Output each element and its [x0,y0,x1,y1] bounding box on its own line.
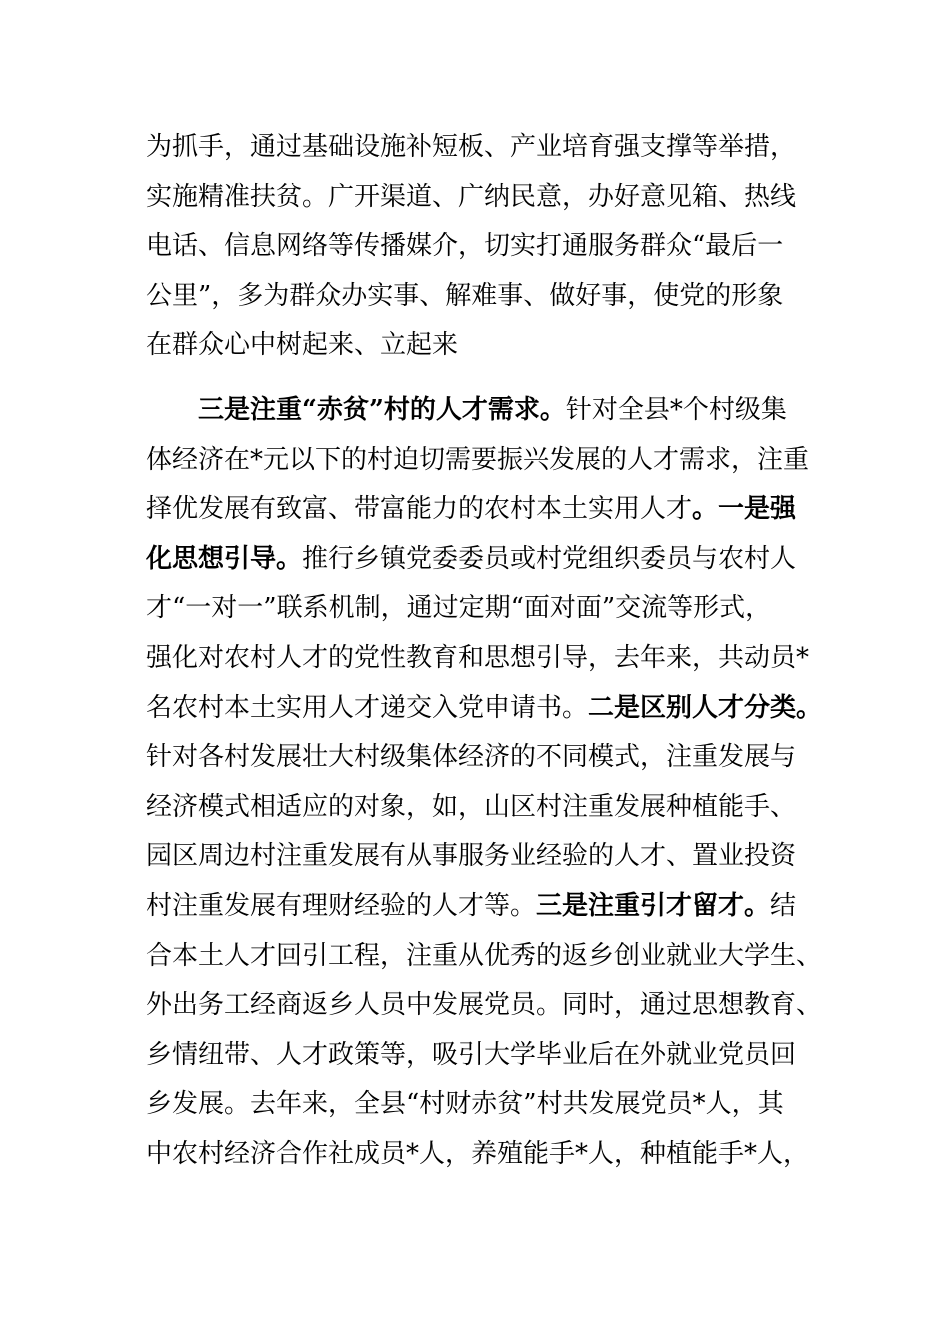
text-run: 推行乡镇党委委员或村党组织委员与农村人 [302,543,797,574]
text-line: 体经济在*元以下的村迫切需要振兴发展的人才需求，注重 [146,444,810,475]
text-line: 经济模式相适应的对象，如，山区村注重发展种植能手、 [146,791,797,822]
subheading-1-cont: 化思想引导。 [146,543,303,574]
text-line: 针对各村发展壮大村级集体经济的不同模式，注重发展与 [146,742,797,773]
text-line: 在群众心中树起来、立起来 [146,330,459,361]
text-line: 乡发展。去年来，全县“村财赤贫”村共发展党员*人，其 [146,1089,784,1120]
text-run: 针对全县*个村级集 [565,395,787,425]
text-line: 强化对农村人才的党性教育和思想引导，去年来，共动员* [146,642,810,673]
text-run: 结 [770,890,797,921]
text-run: 名农村本土实用人才递交入党申请书。 [146,692,589,723]
text-line: 合本土人才回引工程，注重从优秀的返乡创业就业大学生、 [146,940,823,971]
text-line [146,684,823,734]
text-run: 村注重发展有理财经验的人才等。 [146,890,537,921]
paragraph-1 [146,123,806,371]
text-line: 才“一对一”联系机制，通过定期“面对面”交流等形式， [146,593,772,624]
section-heading: 三是注重“赤贫”村的人才需求。 [198,395,566,425]
text-line: 公里”，多为群众办实事、解难事、做好事，使党的形象 [146,280,784,311]
text-line: 电话、信息网络等传播媒介，切实打通服务群众“最后一 [146,231,784,262]
subheading-3: 三是注重引才留才。 [536,890,771,921]
subheading-2: 二是区别人才分类。 [588,692,823,723]
text-run: 择优发展有致富、带富能力的农村本土实用人才 [146,494,693,525]
text-line: 实施精准扶贫。广开渠道、广纳民意，办好意见箱、热线 [146,181,797,212]
text-line: 园区周边村注重发展有从事服务业经验的人才、置业投资 [146,841,797,872]
text-line: 乡情纽带、人才政策等，吸引大学毕业后在外就业党员回 [146,1039,797,1070]
subheading-1: 。一是强 [692,494,797,525]
text-line: 为抓手，通过基础设施补短板、产业培育强支撑等举措， [146,132,797,162]
paragraph-2 [146,386,823,1180]
text-line [146,535,806,585]
text-line: 中农村经济合作社成员*人，养殖能手*人，种植能手*人， [146,1138,810,1169]
text-line [146,485,806,535]
text-line [146,882,806,932]
text-line: 外出务工经商返乡人员中发展党员。同时，通过思想教育、 [146,990,823,1021]
text-line [146,386,806,436]
